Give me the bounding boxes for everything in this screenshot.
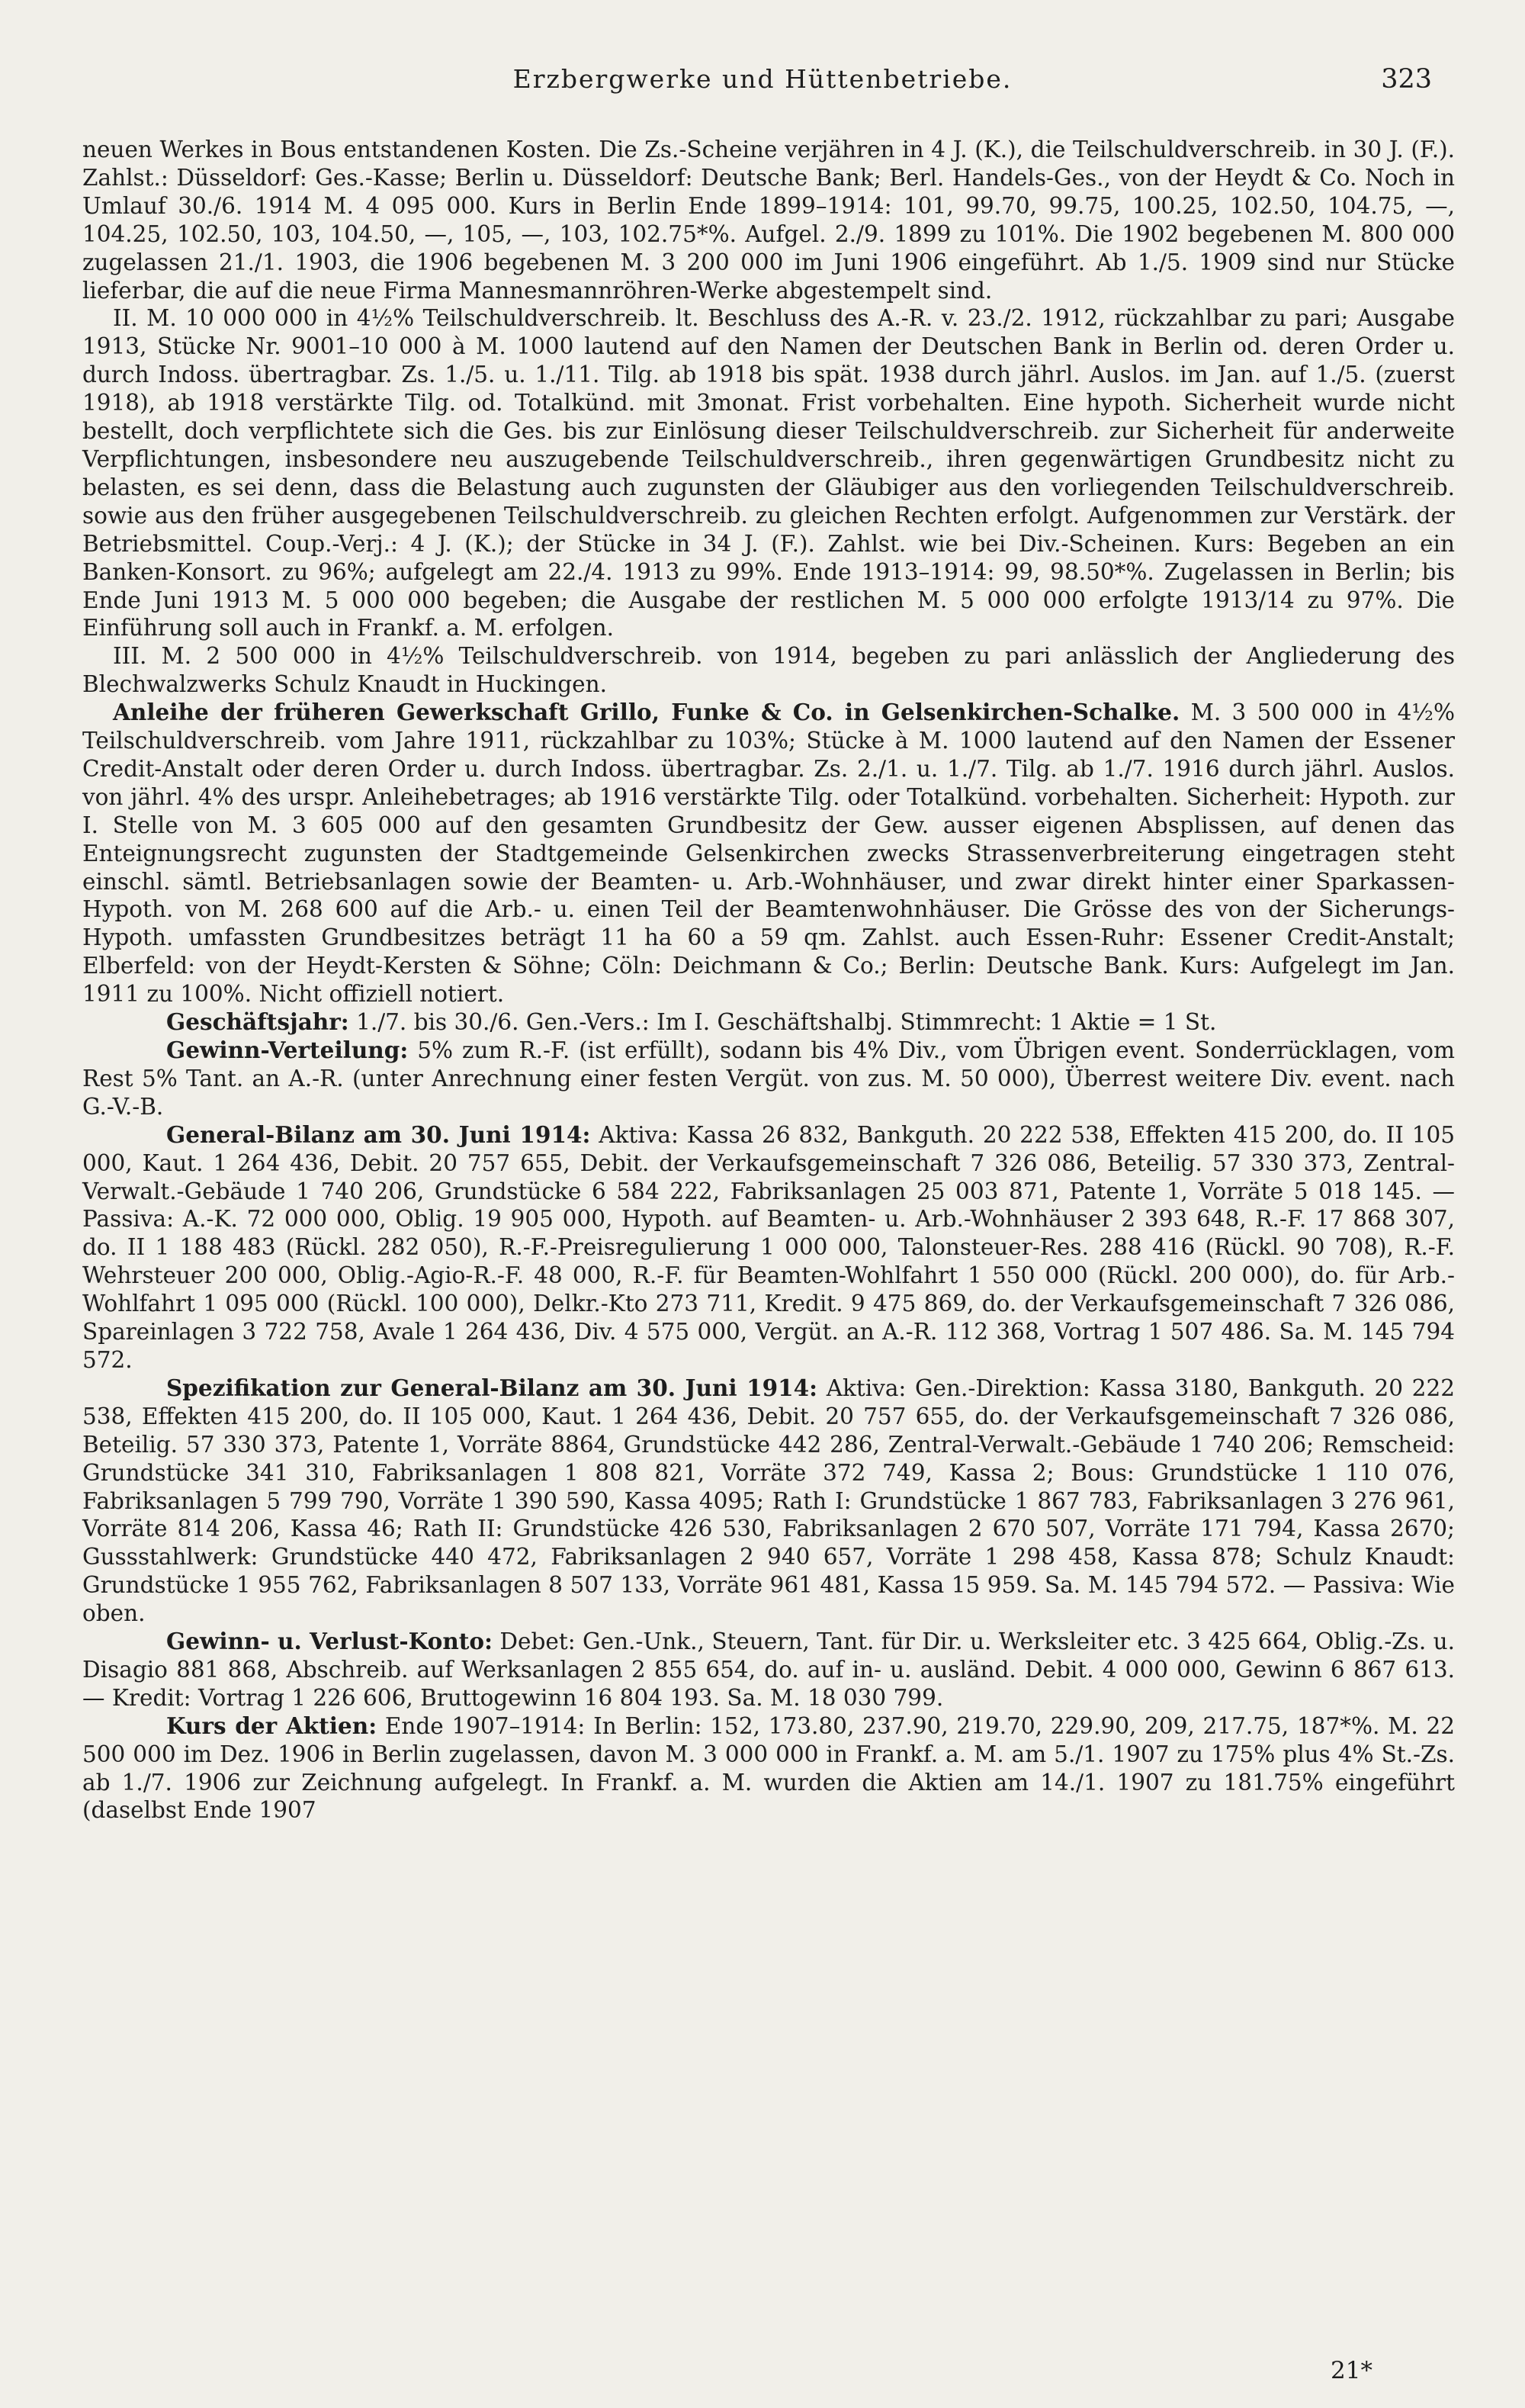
paragraph: [82, 1712, 1455, 1825]
paragraph-text: neuen Werkes in Bous entstandenen Kosten. Die Zs.-Scheine verjähren in 4 J. (K.), die Teilschuldverschreib. in 30 J. (F.). Zahlst.: Düsseldorf: Ges.-Kasse; Berlin u. Düsseldorf: Deutsche Bank; Berl. Handels-Ges., von der Heydt & Co. Noch in Umlauf 30./6. 1914 M. 4 095 000. Kurs in Berlin Ende 1899–1914: 101, 99.70, 99.75, 100.25, 102.50, 104.75, —, 104.25, 102.50, 103, 104.50, —, 105, —, 103, 102.75*%. Aufgel. 2./9. 1899 zu 101%. Die 1902 begebenen M. 800 000 zugelassen 21./1. 1903, die 1906 begebenen M. 3 200 000 im Juni 1906 eingeführt. Ab 1./5. 1909 sind nur Stücke lieferbar, die auf die neue Firma Mannesmannröhren-Werke abgestempelt sind.: [82, 137, 1455, 304]
paragraph: [82, 1037, 1455, 1121]
running-head: [0, 59, 1525, 98]
section-heading: Gewinn- u. Verlust-Konto:: [166, 1628, 493, 1655]
paragraph: [82, 699, 1455, 1008]
section-heading: Gewinn-Verteilung:: [166, 1037, 409, 1063]
paragraph-text: Aktiva: Kassa 26 832, Bankguth. 20 222 538, Effekten 415 200, do. II 105 000, Kaut. 1 264 436, Debit. 20 757 655, Debit. der Verkaufsgemeinschaft 7 326 086, Beteilig. 57 330 373, Zentral-Verwalt.-Gebäude 1 740 206, Grundstücke 6 584 222, Fabriksanlagen 25 003 871, Patente 1, Vorräte 5 018 145. — Passiva: A.-K. 72 000 000, Oblig. 19 905 000, Hypoth. auf Beamten- u. Arb.-Wohnhäuser 2 393 648, R.-F. 17 868 307, do. II 1 188 483 (Rückl. 282 050), R.-F.-Preisregulierung 1 000 000, Talonsteuer-Res. 288 416 (Rückl. 90 708), R.-F. Wehrsteuer 200 000, Oblig.-Agio-R.-F. 48 000, R.-F. für Beamten-Wohlfahrt 1 550 000 (Rückl. 200 000), do. für Arb.-Wohlfahrt 1 095 000 (Rückl. 100 000), Delkr.-Kto 273 711, Kredit. 9 475 869, do. der Verkaufsgemeinschaft 7 326 086, Spareinlagen 3 722 758, Avale 1 264 436, Div. 4 575 000, Vergüt. an A.-R. 112 368, Vortrag 1 507 486. Sa. M. 145 794 572.: [82, 1121, 1456, 1373]
paragraph: [82, 1374, 1455, 1628]
page-number: 323: [1381, 64, 1432, 95]
section-heading: Geschäftsjahr:: [166, 1008, 349, 1036]
section-heading: Spezifikation zur General-Bilanz am 30. Juni 1914:: [166, 1374, 818, 1401]
body-text: [82, 136, 1455, 1824]
signature-mark: 21*: [1331, 2357, 1372, 2384]
paragraph-text: M. 3 500 000 in 4½% Teilschuldverschreib. vom Jahre 1911, rückzahlbar zu 103%; Stücke à M. 1000 lautend auf den Namen der Essener Credit-Anstalt oder deren Order u. durch Indoss. übertragbar. Zs. 2./1. u. 1./7. Tilg. ab 1./7. 1916 durch jährl. Auslos. von jährl. 4% des urspr. Anleihebetrages; ab 1916 verstärkte Tilg. oder Totalkünd. vorbehalten. Sicherheit: Hypoth. zur I. Stelle von M. 3 605 000 auf den gesamten Grundbesitz der Gew. ausser eigenen Absplissen, auf denen das Enteignungsrecht zugunsten der Stadtgemeinde Gelsenkirchen zwecks Strassenverbreiterung eingetragen steht einschl. sämtl. Betriebsanlagen sowie der Beamten- u. Arb.-Wohnhäuser, und zwar direkt hinter einer Sparkassen-Hypoth. von M. 268 600 auf die Arb.- u. einen Teil der Beamtenwohnhäuser. Die Grösse des von der Sicherungs-Hypoth. umfassten Grundbesitzes beträgt 11 ha 60 a 59 qm. Zahlst. auch Essen-Ruhr: Essener Credit-Anstalt; Elberfeld: von der Heydt-Kersten & Söhne; Cöln: Deichmann & Co.; Berlin: Deutsche Bank. Kurs: Aufgelegt im Jan. 1911 zu 100%. Nicht offiziell notiert.: [82, 699, 1455, 1008]
paragraph: [82, 1121, 1455, 1374]
paragraph: [82, 1628, 1455, 1712]
section-heading: General-Bilanz am 30. Juni 1914:: [166, 1120, 591, 1148]
paragraph-text: Aktiva: Gen.-Direktion: Kassa 3180, Bankguth. 20 222 538, Effekten 415 200, do. II 105 000, Kaut. 1 264 436, Debit. 20 757 655, do. der Verkaufsgemeinschaft 7 326 086, Beteilig. 57 330 373, Patente 1, Vorräte 8864, Grundstücke 442 286, Zentral-Verwalt.-Gebäude 1 740 206; Remscheid: Grundstücke 341 310, Fabriksanlagen 1 808 821, Vorräte 372 749, Kassa 2; Bous: Grundstücke 1 110 076, Fabriksanlagen 5 799 790, Vorräte 1 390 590, Kassa 4095; Rath I: Grundstücke 1 867 783, Fabriksanlagen 3 276 961, Vorräte 814 206, Kassa 46; Rath II: Grundstücke 426 530, Fabriksanlagen 2 670 507, Vorräte 171 794, Kassa 2670; Gussstahlwerk: Grundstücke 440 472, Fabriksanlagen 2 940 657, Vorräte 1 298 458, Kassa 878; Schulz Knaudt: Grundstücke 1 955 762, Fabriksanlagen 8 507 133, Vorräte 961 481, Kassa 15 959. Sa. M. 145 794 572. — Passiva: Wie oben.: [82, 1374, 1455, 1627]
paragraph: [82, 304, 1455, 642]
section-heading: Anleihe der früheren Gewerkschaft Grillo, Funke & Co. in Gelsenkirchen-Schalke.: [113, 699, 1180, 726]
section-heading: Kurs der Aktien:: [166, 1712, 377, 1739]
paragraph-text: 5% zum R.-F. (ist erfüllt), sodann bis 4% Div., vom Übrigen event. Sonderrücklagen, vom Rest 5% Tant. an A.-R. (unter Anrechnung einer festen Vergüt. von zus. M. 50 000), Überrest weitere Div. event. nach G.-V.-B.: [82, 1037, 1455, 1120]
paragraph: [82, 642, 1455, 699]
paragraph-text: Debet: Gen.-Unk., Steuern, Tant. für Dir. u. Werksleiter etc. 3 425 664, Oblig.-Zs. u. Disagio 881 868, Abschreib. auf Werksanlagen 2 855 654, do. auf in- u. ausländ. Debit. 4 000 000, Gewinn 6 867 613. — Kredit: Vortrag 1 226 606, Bruttogewinn 16 804 193. Sa. M. 18 030 799.: [82, 1628, 1455, 1711]
paragraph: [82, 136, 1455, 304]
paragraph-text: 1./7. bis 30./6. Gen.-Vers.: Im I. Geschäftshalbj. Stimmrecht: 1 Aktie = 1 St.: [356, 1009, 1217, 1036]
paragraph-text: II. M. 10 000 000 in 4½% Teilschuldverschreib. lt. Beschluss des A.-R. v. 23./2. 1912, rückzahlbar zu pari; Ausgabe 1913, Stücke Nr. 9001–10 000 à M. 1000 lautend auf den Namen der Deutschen Bank in Berlin od. deren Order u. durch Indoss. übertragbar. Zs. 1./5. u. 1./11. Tilg. ab 1918 bis spät. 1938 durch jährl. Auslos. im Jan. auf 1./5. (zuerst 1918), ab 1918 verstärkte Tilg. od. Totalkünd. mit 3monat. Frist vorbehalten. Eine hypoth. Sicherheit wurde nicht bestellt, doch verpflichtete sich die Ges. bis zur Einlösung dieser Teilschuldverschreib. zur Sicherheit für anderweite Verpflichtungen, insbesondere neu auszugebende Teilschuldverschreib., ihren gegenwärtigen Grundbesitz nicht zu belasten, es sei denn, dass die Belastung auch zugunsten der Gläubiger aus den vorliegenden Teilschuldverschreib. sowie aus den früher ausgegebenen Teilschuldverschreib. zu gleichen Rechten erfolgt. Aufgenommen zur Verstärk. der Betriebsmittel. Coup.-Verj.: 4 J. (K.); der Stücke in 34 J. (F.). Zahlst. wie bei Div.-Scheinen. Kurs: Begeben an ein Banken-Konsort. zu 96%; aufgelegt am 22./4. 1913 zu 99%. Ende 1913–1914: 99, 98.50*%. Zugelassen in Berlin; bis Ende Juni 1913 M. 5 000 000 begeben; die Ausgabe der restlichen M. 5 000 000 erfolgte 1913/14 zu 97%. Die Einführung soll auch in Frankf. a. M. erfolgen.: [82, 305, 1455, 641]
paragraph-text: III. M. 2 500 000 in 4½% Teilschuldverschreib. von 1914, begeben zu pari anlässlich der Angliederung des Blechwalzwerks Schulz Knaudt in Huckingen.: [82, 643, 1455, 698]
page-title: Erzbergwerke und Hüttenbetriebe.: [512, 64, 1013, 94]
paragraph: [82, 1008, 1455, 1037]
paragraph-text: Ende 1907–1914: In Berlin: 152, 173.80, 237.90, 219.70, 229.90, 209, 217.75, 187*%. M. 22 500 000 im Dez. 1906 in Berlin zugelassen, davon M. 3 000 000 in Frankf. a. M. am 5./1. 1907 zu 175% plus 4% St.-Zs. ab 1./7. 1906 zur Zeichnung aufgelegt. In Frankf. a. M. wurden die Aktien am 14./1. 1907 zu 181.75% eingeführt (daselbst Ende 1907: [82, 1712, 1455, 1824]
